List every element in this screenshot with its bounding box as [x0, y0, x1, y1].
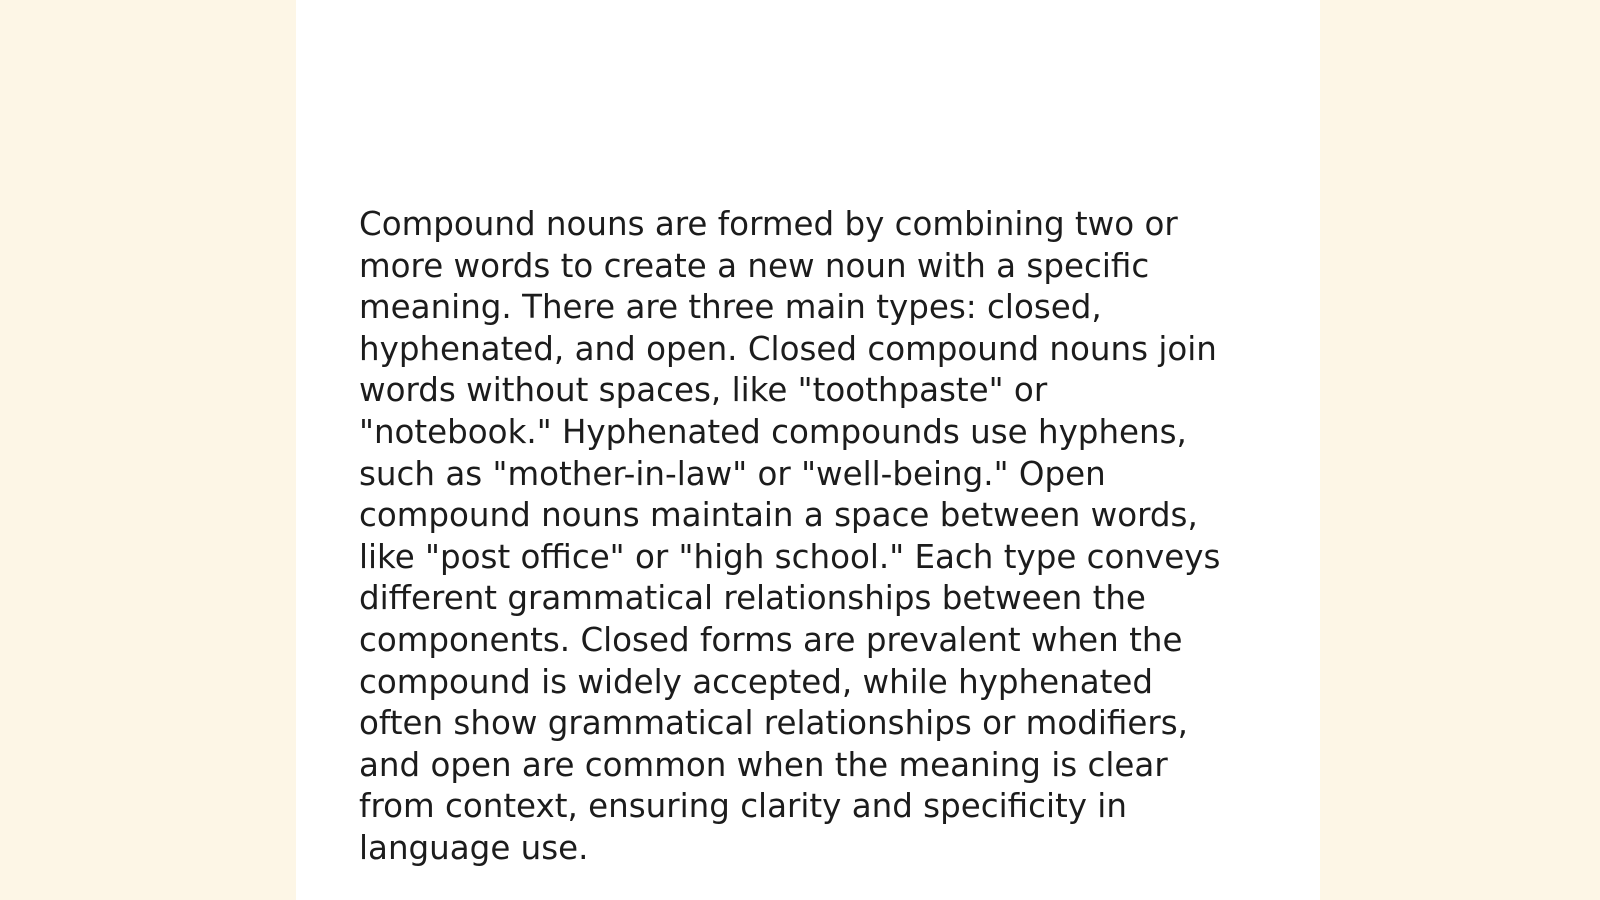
- paragraph-line: such as "mother-in-law" or "well-being." Open: [359, 454, 1106, 493]
- paragraph-line: meaning. There are three main types: closed,: [359, 288, 1102, 327]
- paragraph-line: "notebook." Hyphenated compounds use hyphens,: [359, 412, 1187, 451]
- paragraph-line: and open are common when the meaning is clear: [359, 745, 1168, 784]
- body-paragraph: [359, 204, 1239, 870]
- paragraph-line: compound nouns maintain a space between words,: [359, 496, 1198, 535]
- paragraph-line: like "post office" or "high school." Each type conveys: [359, 537, 1221, 576]
- paragraph-line: components. Closed forms are prevalent when the: [359, 620, 1183, 659]
- paragraph-line: often show grammatical relationships or modifiers,: [359, 704, 1188, 743]
- paragraph-line: Compound nouns are formed by combining two or: [359, 205, 1178, 243]
- paragraph-line: compound is widely accepted, while hyphenated: [359, 662, 1154, 701]
- paragraph-line: language use.: [359, 828, 589, 867]
- paragraph-line: more words to create a new noun with a specific: [359, 246, 1150, 285]
- paragraph-line: hyphenated, and open. Closed compound nouns join: [359, 329, 1217, 368]
- paragraph-line: words without spaces, like "toothpaste" or: [359, 371, 1048, 410]
- paragraph-line: different grammatical relationships between the: [359, 579, 1146, 618]
- paragraph-line: from context, ensuring clarity and specificity in: [359, 787, 1127, 826]
- document-page: [296, 0, 1320, 900]
